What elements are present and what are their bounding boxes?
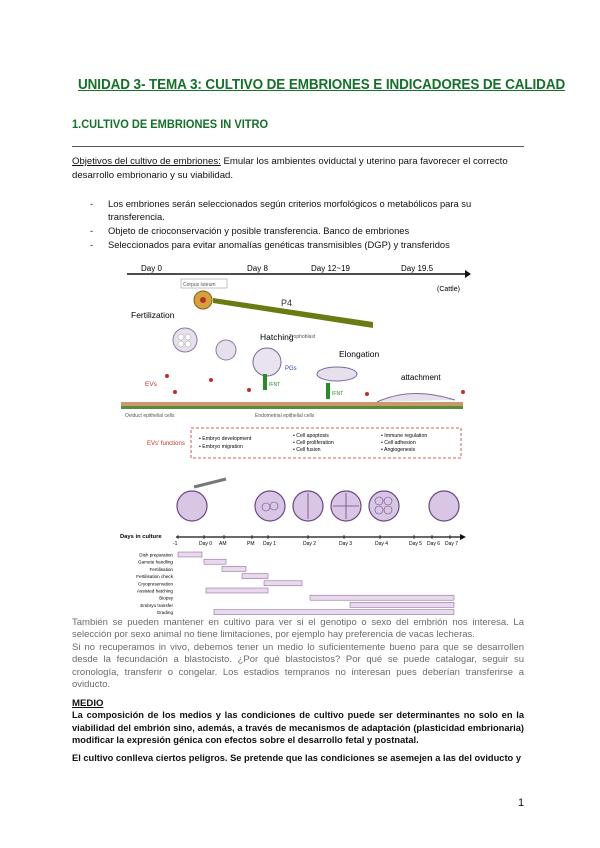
tick-label: Day 2: [303, 541, 317, 547]
section-heading: 1.CULTIVO DE EMBRIONES IN VITRO: [72, 117, 269, 131]
gray-paragraph-1: También se pueden mantener en cultivo para ver si el genotipo o sexo del embrión nos interesa. La selección por sexo animal no tiene limitaciones, por ejemplo hay preferencia de vacas lecheras.: [72, 617, 524, 641]
day-label: Day 0: [141, 264, 162, 273]
evs-label: EVs: [145, 381, 157, 388]
tick-label: -1: [173, 541, 178, 547]
row-label: Biopsy: [159, 595, 173, 601]
row-label: Cryopreservation: [138, 581, 173, 587]
function-item: • Cell apoptosis: [293, 433, 329, 439]
p4-arrow-icon: [213, 298, 373, 328]
row-label: Dish preparation: [139, 552, 173, 558]
oviduct-label: Oviduct epithelial cells: [125, 413, 175, 419]
ifnt-label: IFNT: [332, 391, 344, 397]
pgs-label: PGs: [285, 366, 297, 372]
list-item: - Objeto de crioconservación y posible transferencia. Banco de embriones: [90, 224, 510, 237]
axis-label: Days in culture: [120, 534, 162, 540]
species-label: (Cattle): [437, 286, 460, 293]
row-group: [136, 552, 454, 615]
row-bar: [178, 552, 202, 557]
blastocyst-icon: [253, 348, 281, 376]
oocyte-icon: [177, 491, 207, 521]
evs-functions-label: EVs' functions: [147, 441, 185, 447]
row-bar: [206, 588, 268, 593]
endometrial-label: Endometrial epithelial cells: [255, 413, 315, 419]
function-item: • Cell proliferation: [293, 440, 334, 446]
attachment-icon: [377, 393, 455, 402]
tick-label: Day 1: [263, 541, 277, 547]
row-label: Grading: [156, 610, 173, 615]
divider: [72, 146, 524, 147]
culture-timeline-figure: [118, 473, 468, 615]
corpus-luteum-label: Corpus luteum: [183, 282, 216, 288]
row-bar: [204, 559, 226, 564]
tick-label: Day 6: [427, 541, 441, 547]
row-label: Gamete handling: [138, 559, 173, 565]
row-bar: [264, 581, 302, 586]
function-item: • Embryo migration: [199, 444, 243, 450]
objectives-text: Emular los ambientes oviductal y uterino para favorecer el correcto desarrollo embrionario y su viabilidad.: [72, 156, 508, 181]
eight-cell-icon: [369, 491, 399, 521]
medio-paragraph: La composición de los medios y las condiciones de cultivo puede ser determinantes no solo en la viabilidad del embrión sino, además, a través de mecanismos de adaptación (plasticidad embrionaria) modificar la expresión génica con efectos sobre el desarrollo fetal y postnatal.: [72, 710, 524, 746]
page-title: UNIDAD 3- TEMA 3: CULTIVO DE EMBRIONES E INDICADORES DE CALIDAD: [78, 77, 566, 93]
stage-label: Elongation: [339, 349, 380, 359]
objectives-label: Objetivos del cultivo de embriones:: [72, 156, 221, 167]
row-bar: [222, 566, 246, 571]
row-bar: [350, 602, 454, 607]
tick-label: Day 5: [409, 541, 423, 547]
function-item: • Angiogenesis: [381, 447, 416, 453]
row-label: Embryo transfer: [140, 602, 173, 608]
embryo-timeline-figure: [115, 262, 471, 460]
tick-label: AM: [219, 541, 227, 547]
medio-heading: MEDIO: [72, 698, 104, 709]
trophoblast-label: Trophoblast: [289, 334, 316, 340]
stage-label: Fertilization: [131, 310, 175, 320]
list-item: - Seleccionados para evitar anomalías genéticas transmisibles (DGP) y transferidos: [90, 238, 510, 251]
tick-label: Day 4: [375, 541, 389, 547]
row-label: Fertilisation check: [136, 574, 173, 580]
tick-label: Day 0: [199, 541, 213, 547]
objectives-paragraph: [72, 155, 524, 182]
bullet-list: [90, 197, 510, 252]
row-label: Fertilisation: [149, 566, 173, 572]
day-label: Day 12~19: [311, 264, 350, 273]
p4-label: P4: [281, 298, 293, 308]
embryo-icon: [173, 328, 197, 352]
blastocyst-icon: [429, 491, 459, 521]
row-bar: [242, 574, 268, 579]
list-item: - Los embriones serán seleccionados según criterios morfológicos o metabólicos para su transferencia.: [90, 197, 510, 223]
row-bar: [310, 595, 454, 600]
day-label: Day 19.5: [401, 264, 434, 273]
function-item: • Embryo development: [199, 436, 252, 442]
stage-label: attachment: [401, 373, 441, 382]
day-label: Day 8: [247, 264, 268, 273]
tick-label: PM: [247, 541, 255, 547]
morula-icon: [216, 340, 236, 360]
page-number: 1: [518, 797, 525, 809]
tick-label: Day 7: [445, 541, 459, 547]
gray-paragraph-2: Si no recuperamos in vivo, debemos tener un medio lo suficientemente bueno para que se desarrollen desde la fecundación a blastocisto. ¿Por qué blastocistos? Por qué se puede catalogar, seguir su cronología, transferir o congelar. Los estadios tempranos no interesan pues deberían transferirse a oviducto.: [72, 642, 524, 691]
last-paragraph: El cultivo conlleva ciertos peligros. Se pretende que las condiciones se asemejen a las del oviducto y: [72, 753, 521, 763]
function-item: • Immune regulation: [381, 433, 428, 439]
function-item: • Cell adhesion: [381, 440, 416, 446]
tick-label: Day 3: [339, 541, 353, 547]
row-label: Assisted hatching: [136, 588, 173, 594]
ifnt-label: IFNT: [269, 382, 281, 388]
row-bar: [214, 610, 454, 615]
function-item: • Cell fusion: [293, 447, 321, 453]
oocyte-row: [177, 479, 459, 521]
stage-label: Hatching: [260, 332, 294, 342]
elongated-embryo-icon: [317, 367, 357, 381]
